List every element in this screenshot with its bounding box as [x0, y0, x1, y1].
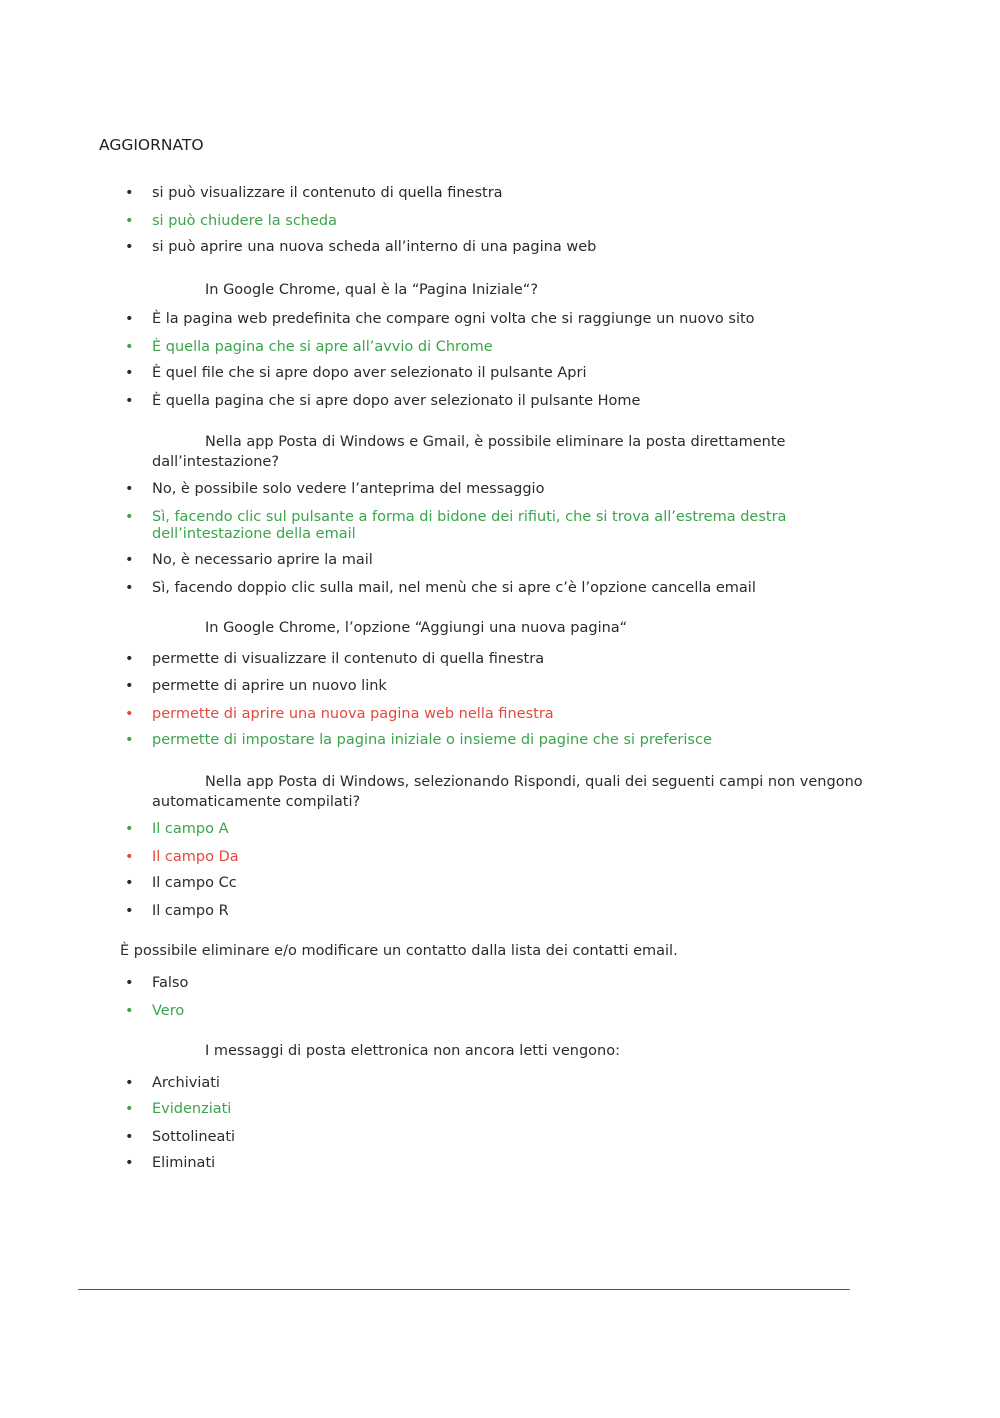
bullet-icon: • — [125, 509, 134, 525]
bullet-icon: • — [125, 706, 134, 722]
bullet-icon: • — [125, 678, 134, 694]
bullet-icon: • — [125, 849, 134, 865]
bullet-icon: • — [125, 1003, 134, 1019]
bullet-icon: • — [125, 903, 134, 919]
bullet-icon: • — [125, 1101, 134, 1117]
bullet-icon: • — [125, 875, 134, 891]
bullet-icon: • — [125, 185, 134, 201]
question-text: È possibile eliminare e/o modificare un contatto dalla lista dei contatti email. — [120, 943, 678, 959]
bullet-icon: • — [125, 311, 134, 327]
question-text: In Google Chrome, l’opzione “Aggiungi una nuova pagina“ — [205, 620, 628, 636]
bullet-icon: • — [125, 1129, 134, 1145]
bullet-icon: • — [125, 365, 134, 381]
bullet-icon: • — [125, 339, 134, 355]
bullet-icon: • — [125, 481, 134, 497]
bullet-icon: • — [125, 821, 134, 837]
footer-divider — [78, 1289, 850, 1290]
question-text: Nella app Posta di Windows e Gmail, è possibile eliminare la posta direttamente — [205, 434, 786, 450]
question-text: I messaggi di posta elettronica non ancora letti vengono: — [205, 1043, 620, 1059]
question-text-continued: automaticamente compilati? — [152, 794, 361, 810]
question-text-continued: dall’intestazione? — [152, 454, 280, 470]
bullet-icon: • — [125, 552, 134, 568]
bullet-icon: • — [125, 1075, 134, 1091]
question-text: Nella app Posta di Windows, selezionando Rispondi, quali dei seguenti campi non vengono — [205, 774, 863, 790]
bullet-icon: • — [125, 732, 134, 748]
page-heading: AGGIORNATO — [99, 136, 204, 154]
bullet-icon: • — [125, 393, 134, 409]
bullet-icon: • — [125, 239, 134, 255]
bullet-icon: • — [125, 580, 134, 596]
bullet-icon: • — [125, 1155, 134, 1171]
bullet-icon: • — [125, 651, 134, 667]
bullet-icon: • — [125, 213, 134, 229]
bullet-icon: • — [125, 975, 134, 991]
question-text: In Google Chrome, qual è la “Pagina Iniziale“? — [205, 282, 539, 298]
